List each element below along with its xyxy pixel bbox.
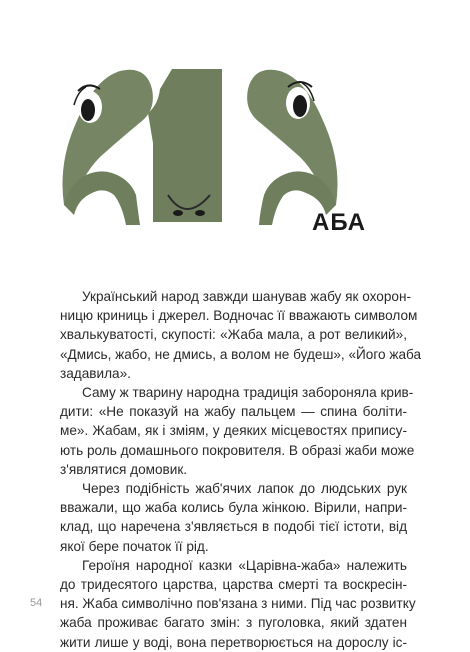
page-number: 54 (30, 597, 43, 609)
text-line: жаба проживає багато змін: з пуголовка, який здатен (60, 615, 407, 631)
text-line: «Дмись, жабо, не дмись, а волом не будеш», «Його жаба (60, 346, 422, 362)
text-line: ницю криниць і джерел. Водночас її вважають символом (60, 308, 418, 324)
text-line: Героїня народної казки «Царівна-жаба» належить (82, 557, 407, 573)
frog-body-stem (148, 69, 222, 222)
body-text (60, 287, 422, 652)
text-line: хвалькуватості, скупості: «Жаба мала, а рот великий», (60, 327, 407, 343)
chapter-title-suffix: АБА (312, 209, 366, 236)
paragraph-1 (60, 287, 422, 383)
paragraph-3 (60, 479, 407, 556)
paragraph-2 (60, 383, 415, 479)
text-line: дити: «Не показуй на жабу пальцем — спина болiти- (60, 404, 407, 420)
text-line: задавила». (60, 365, 131, 381)
text-line: вважали, що жаба колись була жінкою. Вірили, напри- (60, 500, 407, 516)
text-line: ме». Жабам, як і зміям, у деяких місцевостях припису- (60, 423, 407, 439)
text-line: ня. Жаба символічно пов'язана з ними. Під час розвитку (60, 596, 416, 612)
text-line: якої бере початок її рід. (60, 538, 209, 554)
text-line: Через подібність жаб'ячих лапок до людських рук (82, 481, 407, 497)
text-line: клад, що наречена з'являється в подобі тієї істоти, від (60, 519, 407, 535)
text-line: до тридесятого царства, царства смерті та воскресін- (60, 577, 407, 593)
text-line: Саму ж тварину народна традиція забороняла крив- (82, 385, 414, 401)
paragraph-4 (60, 556, 416, 652)
text-line: жити лише у воді, вона перетворюється на дорослу іс- (60, 634, 407, 650)
text-line: Український народ завжди шанував жабу як охорон- (82, 289, 411, 304)
text-line: ють роль домашнього покровителя. В образі жаби може (60, 442, 415, 458)
frog-letter-zh-illustration (60, 55, 340, 235)
text-line: з'являтися домовик. (60, 461, 188, 477)
